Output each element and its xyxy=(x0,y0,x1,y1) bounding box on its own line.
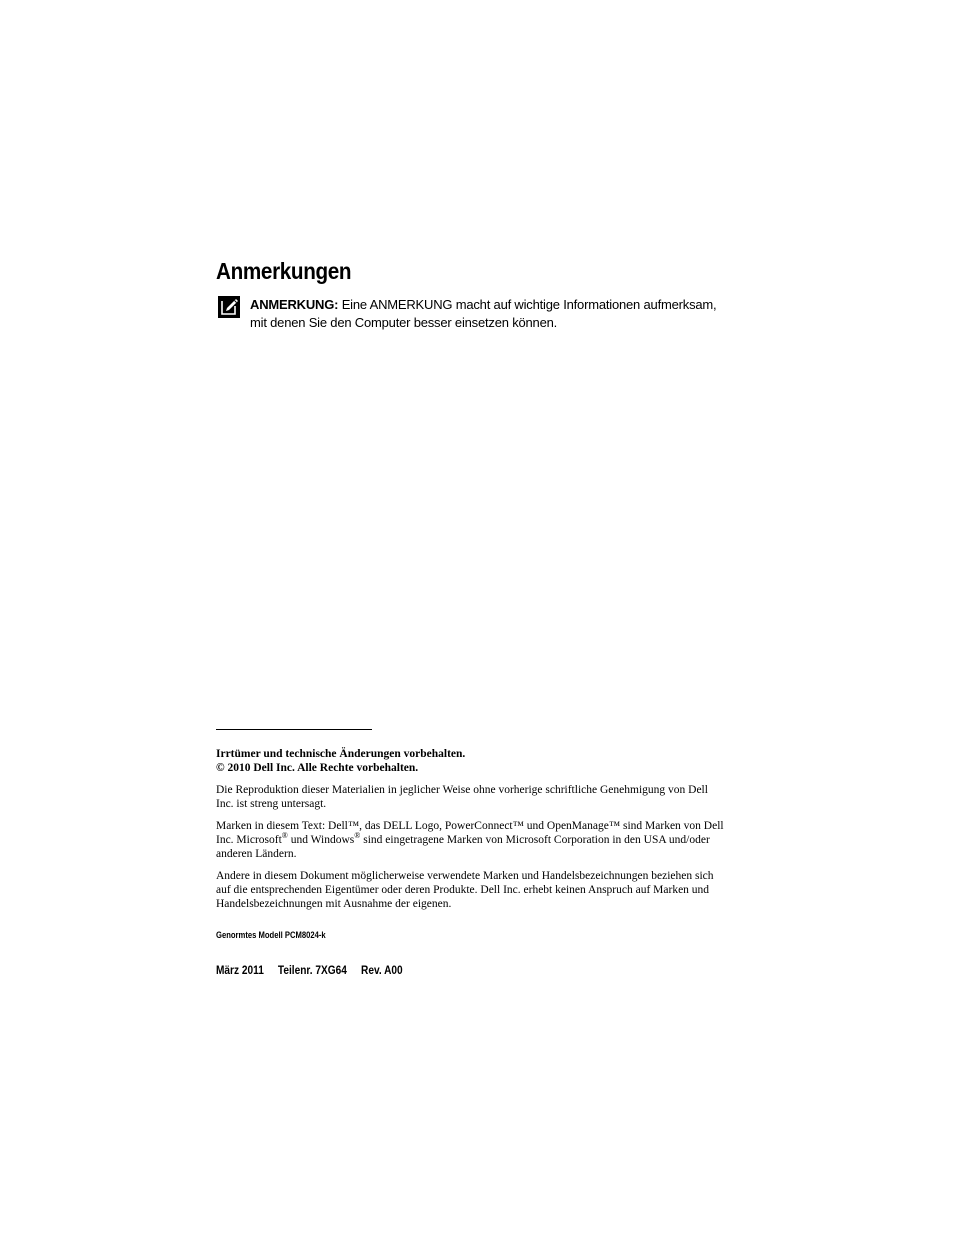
note-body: Eine ANMERKUNG macht auf wichtige Informationen aufmerksam, mit denen Sie den Computer besser einsetzen können. xyxy=(250,297,717,330)
trademark-paragraph xyxy=(216,819,726,861)
trademark-text-a: Marken in diesem Text: Dell™, das DELL Logo, PowerConnect™ und OpenManage™ sind Marken von Dell Inc. Microsoft xyxy=(216,820,724,846)
note-pencil-icon xyxy=(218,296,240,318)
other-marks-paragraph: Andere in diesem Dokument möglicherweise verwendete Marken und Handelsbezeichnungen beziehen sich auf die entsprechenden Eigentümer oder deren Produkte. Dell Inc. erhebt keinen Anspruch auf Marken und Handelsbezeichnungen mit Ausnahme der eigenen. xyxy=(216,870,714,910)
divider xyxy=(216,729,372,730)
footer-revision: Rev. A00 xyxy=(361,965,403,977)
footer-part-number: Teilenr. 7XG64 xyxy=(277,965,347,977)
document-footer xyxy=(216,964,403,978)
registered-mark: ® xyxy=(281,831,288,841)
reproduction-paragraph: Die Reproduktion dieser Materialien in jeglicher Weise ohne vorherige schriftliche Genehmigung von Dell Inc. ist streng untersagt. xyxy=(216,784,708,810)
trademark-text-c: sind eingetragene Marken von Microsoft Corporation in den USA und/oder anderen Ländern. xyxy=(216,834,710,860)
page-title: Anmerkungen xyxy=(216,258,352,284)
footer-date: März 2011 xyxy=(216,965,264,977)
trademark-text-b: und Windows xyxy=(287,834,355,846)
rights-line-2: © 2010 Dell Inc. Alle Rechte vorbehalten. xyxy=(216,762,419,774)
note-label: ANMERKUNG: xyxy=(250,297,339,312)
regulatory-model: Genormtes Modell PCM8024-k xyxy=(216,930,326,940)
rights-notice xyxy=(216,747,726,775)
registered-mark: ® xyxy=(354,831,361,841)
rights-line-1: Irrtümer und technische Änderungen vorbehalten. xyxy=(216,748,466,760)
note-paragraph xyxy=(250,296,720,332)
